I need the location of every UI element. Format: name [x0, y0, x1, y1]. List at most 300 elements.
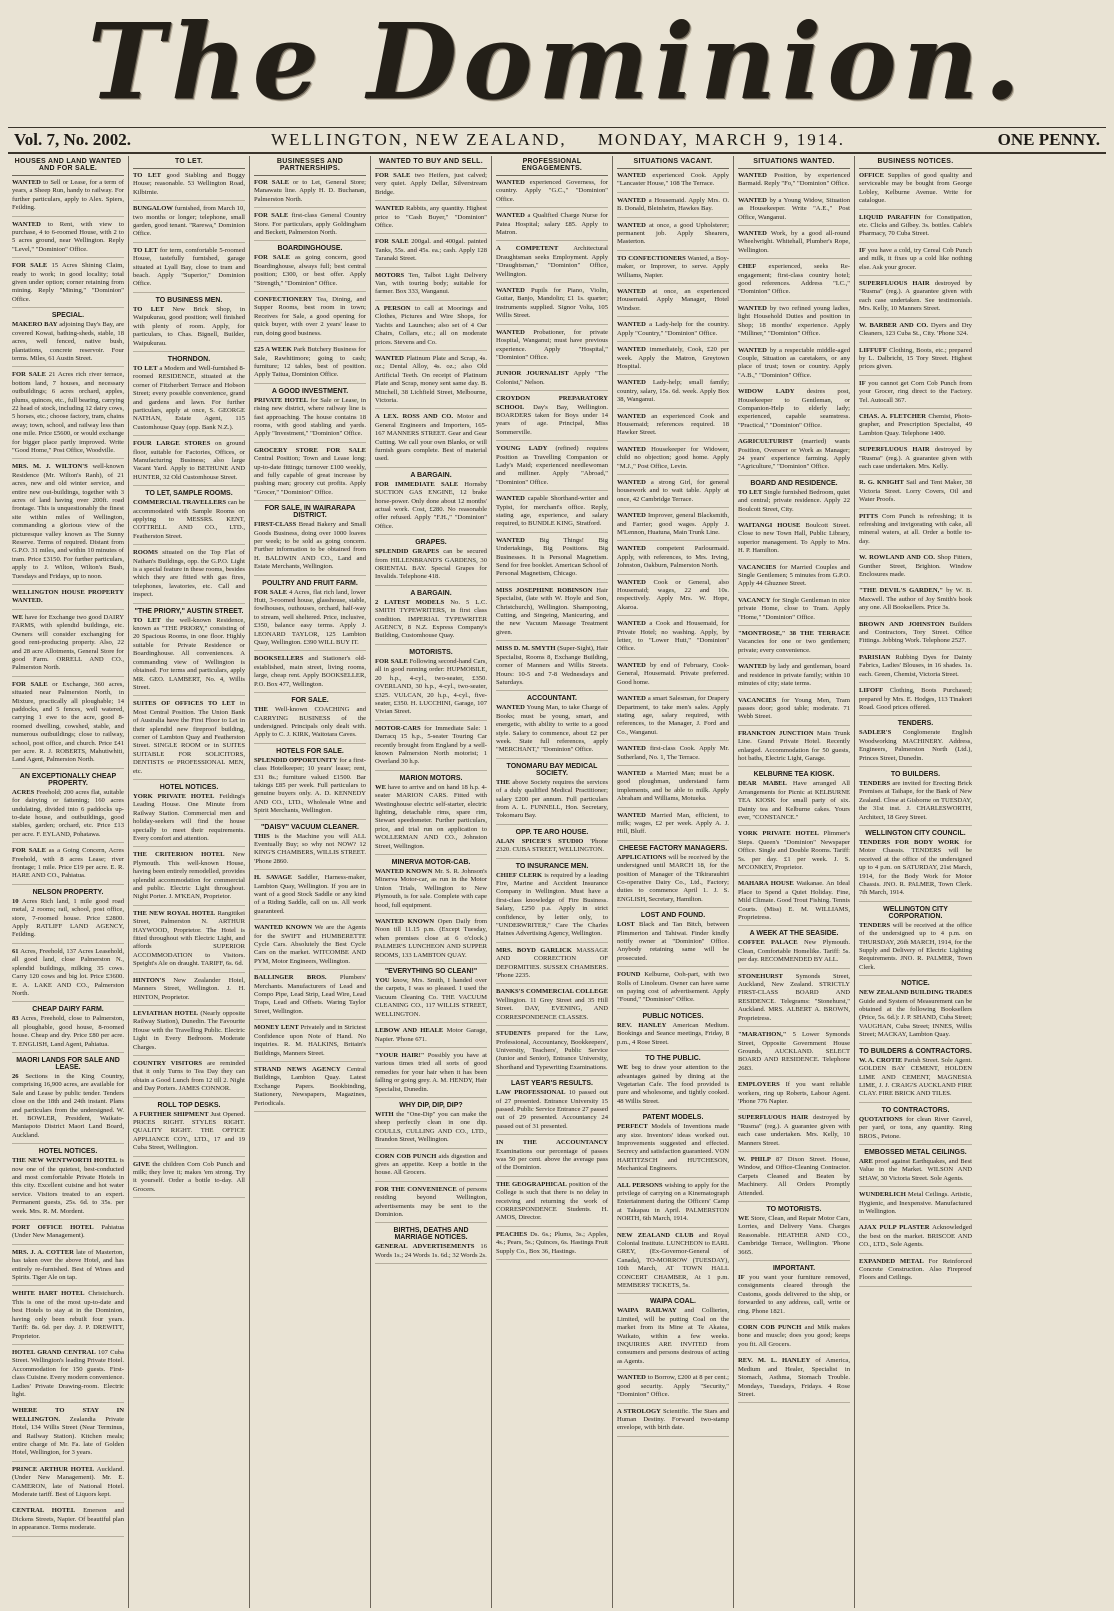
classified-ad	[133, 851, 245, 905]
classified-ad	[496, 179, 608, 208]
ad-text: Central Position; Town and Lease long; up-to-date fittings; turnover £100 weekly, and fully capable of great increase by pushing man; grocery cut profits. Apply "Grocer," "Dominion" Office.	[254, 455, 366, 496]
ad-lead: HINTON'S	[133, 976, 166, 984]
column-heading: WANTED TO BUY AND SELL.	[375, 156, 487, 169]
classified-ad	[254, 1066, 366, 1112]
ad-lead: TO LET	[133, 305, 164, 313]
classified-ad	[254, 974, 366, 1020]
ad-text: Possibly you have at various times tried all sorts of good remedies for your hair when it has been falling or going grey. A. M. HENDY, Hair Specialist, Dunedin.	[375, 1051, 487, 1093]
ad-lead: WANTED	[617, 769, 646, 777]
classified-ad	[375, 658, 487, 721]
classified-ad	[859, 839, 972, 902]
ad-lead: FOR SALE	[12, 680, 48, 688]
ad-text: Emerson and Dickens Streets, Napier. Of beautiful plan in appearance. Terms moderate.	[12, 1507, 124, 1532]
ad-text: desires post, Housekeeper to Gentleman, or Companion-Help to elderly lady; experienced, capable seamstress. "Practical," "Dominion" Office.	[738, 388, 850, 429]
ad-text: Acres Rich land, 1 mile good road metal, 2 rooms; rail, school, post office, store, 7-roomed house. Price £2800. Apply RATLIFF LAND AGENCY, Feilding.	[12, 897, 124, 939]
classified-ad	[738, 305, 850, 343]
ad-lead: YORK PRIVATE HOTEL	[738, 830, 819, 838]
classified-ad	[496, 395, 608, 441]
ad-lead: AGRICULTURIST	[738, 438, 794, 446]
classified-ad	[617, 379, 729, 408]
ad-text: Symonds Street, Auckland, New Zealand. STRICTLY FIRST-CLASS BOARD AND RESIDENCE. Telegrams: "Stonehurst," Auckland. MRS. ALBERT A. BROWN, Proprietress.	[738, 972, 850, 1022]
ad-text: situated on the Top Flat of Nathan's Buildings, opp. the G.P.O. Light is a special feature in these rooms, besides which they are fitted with gas fires, telephones, lavatories, etc. Call and inspect.	[133, 549, 245, 599]
ad-text: 'Phone 2320. CUBA STREET, WELLINGTON.	[496, 837, 608, 854]
ad-lead: IF	[738, 1274, 745, 1282]
ad-text: two Heifers, just calved; very quiet. Apply Dellar, Silverstream Bridge.	[375, 172, 487, 196]
ad-lead: COUNTRY VISITORS	[133, 1059, 203, 1067]
classified-ad	[375, 1243, 487, 1264]
classified-ad	[254, 874, 366, 920]
classified-ad	[375, 868, 487, 914]
ad-text: Young Man, to take Charge of Books; must be young, smart, and energetic, with ability to write to a good style. Salary to commence, about £2 per week. State full references, apply "MERCHANT," "Dominion" Office.	[496, 704, 608, 754]
ad-text: Lady-help; small family; country, salary, 15s. 6d. week. Apply Box 38, Wanganui.	[617, 379, 729, 404]
classified-ad	[617, 812, 729, 841]
classified-ad	[496, 212, 608, 241]
ad-lead: WANTED	[12, 179, 41, 186]
ad-lead: EMPLOYERS	[738, 1081, 780, 1089]
classified-ad	[617, 446, 729, 475]
ad-text: Zealandia Private Hotel, 134 Willis Street (Near Terminus, and Railway Station). Kitchen meals; entire charge of Mr. Fa. late of Golden Hotel, Wellington, for 3 years.	[12, 1415, 124, 1457]
ad-text: For Reinforced Concrete Construction. Also Fireproof Floors and Ceilings.	[859, 1257, 972, 1282]
ad-text: to Rent, with view to purchase, 4 to 6-roomed House, with 2 to 5 acres ground, near Wellington. Reply "Level," "Dominion" Office.	[12, 220, 124, 253]
ad-lead: WANTED	[375, 354, 404, 362]
ad-text: capable Shorthand-writer and Typist, for merchant's office. Reply, stating age, experience, and salary required, to BUNDLE KING, Stratford.	[496, 495, 608, 528]
ad-text: New Plymouth. This well-known House, having been entirely remodelled, provides splendid accommodation for commercial and public. Electric Light throughout. Night Porter. J. M'KEAN, Proprietor.	[133, 851, 246, 901]
ad-lead: WANTED	[617, 288, 646, 296]
classified-ad	[859, 922, 972, 976]
ad-lead: WE	[375, 783, 386, 791]
section-heading: LAST YEAR'S RESULTS.	[511, 1080, 593, 1088]
classified-ad	[859, 1258, 972, 1287]
ad-lead: WAIPA RAILWAY	[617, 1307, 677, 1315]
section-heading: HOTEL NOTICES.	[159, 783, 219, 791]
section-heading: ROLL TOP DESKS.	[157, 1101, 221, 1109]
classified-ad	[12, 614, 124, 677]
ad-text: (Super-Sight), Hair Specialist, Rooms 8, Exchange Building, corner of Manners and Willis Streets. Hours: 10-5 and 7-8 Wednesdays and Saturdays.	[496, 645, 609, 686]
ad-text: on ground floor, suitable for Factories, Offices, or Manufacturing Business; also large Vacant Yard. Apply to BETHUNE AND HUNTER, 32 Old Customhouse Street.	[133, 440, 245, 481]
ad-lead: WIDOW LADY	[738, 388, 795, 396]
ad-lead: WANTED	[617, 745, 646, 753]
classified-ad	[617, 1123, 729, 1177]
ad-text: Acknowledged the best on the market. BRISCOE AND CO., LTD., Sole Agents.	[859, 1224, 972, 1249]
ad-text: for clean River Gravel, per yard, or tons, any quantity. Ring BROS., Petone.	[859, 1115, 972, 1140]
ad-lead: SUPERFLUOUS HAIR	[859, 280, 930, 288]
classified-ad	[496, 779, 608, 825]
classified-ad	[496, 947, 608, 985]
ad-text: can be accommodated with Sample Rooms on applying to MESSRS. KENT, COTTRELL AND CO., LTD., Featherston Street.	[133, 499, 245, 540]
ad-lead: REV. HANLEY	[617, 1021, 667, 1029]
ad-text: a Modern and Well-furnished 8-roomed RESIDENCE, situated at the corner of Fitzherbert Terrace and Hobson Street; every possible convenience, grand and gardens and lawn. For further particulars, apply at once, S. GEORGE NATHAN, Estate Agent, 115 Customhouse Quay (opp. Bank N.Z.).	[133, 364, 245, 431]
ad-lead: PRINCE ARTHUR HOTEL	[12, 1465, 95, 1473]
ad-text: for a first-class Hotelkeeper; 10 years' lease; rent, £31 8s.; furniture valued £1500. Bar takings £85 per week. Full particulars to genuine buyers only. A. D. KENNEDY AND CO., LTD., Wholesale Wine and Spirit Merchants, Wellington.	[254, 756, 366, 815]
ad-lead: LEVIATHAN HOTEL	[133, 1009, 199, 1017]
ad-lead: WELLINGTON HOUSE PROPERTY WANTED.	[12, 589, 124, 605]
ad-text: Corn Punch is refreshing; it is refreshing and invigorating with cake, all mineral waters, at all. Order a bottle to-day.	[859, 512, 972, 545]
ad-text: 200gal. and 400gal. painted Tanks, 55s. and 45s. ea.; cash. Apply 128 Taranaki Street.	[375, 238, 488, 263]
classified-ad	[133, 205, 245, 243]
ad-text: Freehold; 200 acres flat, suitable for dairying or fattening; 160 acres undulating, divided into 6 paddocks up-to-date house, and outbuildings, good stables, garden; orchard, etc. Price £13 per acre. F. EYLAND, Pohatawa.	[12, 788, 124, 838]
ad-text: for Immediate Sale: 1 Darracq 15 h.p., 5-seater Touring Car recently brought from England by a well-known Palmerston North motorist; 1 Overland 30 h.p.	[375, 724, 488, 766]
ad-lead: TO CONFECTIONERS	[617, 254, 686, 262]
section-heading: FOR SALE.	[291, 697, 329, 705]
classified-ad	[254, 447, 366, 501]
ad-text: by lady and gentleman, board and residence in private family; within 10 minutes of city; state terms.	[738, 663, 850, 688]
ad-lead: PARISIAN	[859, 653, 891, 661]
ad-text: proof against Earthquakes, and Best Value in the Market. WILSON AND SHAW, 30 Victoria Street. Sole Agents.	[859, 1157, 972, 1182]
ad-lead: H. SAVAGE	[254, 874, 293, 882]
section-heading: A WEEK AT THE SEASIDE.	[749, 930, 839, 938]
classified-ad	[133, 1060, 245, 1098]
ad-lead: VACANCIES	[738, 696, 777, 704]
column-heading: PROFESSIONAL ENGAGEMENTS.	[496, 156, 608, 176]
ad-lead: LOST	[617, 921, 635, 929]
ad-text: by two refined young ladies, light Household Duties and position in Shop; 18 months' experience. Apply "Milliner," "Dominion" Office.	[738, 304, 850, 338]
ad-text: a Married Man; must be a good ploughman, understand farm implements, and be able to milk. Apply Abraham and Williams, Motueka.	[617, 769, 729, 803]
classified-ad	[496, 495, 608, 533]
classified-ad	[859, 1116, 972, 1145]
ad-text: Day's Bay, Wellington. BOARDERS taken for Boys under 14 years of age. Principal, Miss Sommerville.	[496, 403, 608, 436]
ad-lead: WANTED	[617, 545, 646, 553]
ad-text: at once, a good Upholsterer; permanent job. Apply Shearers, Masterton.	[617, 221, 729, 246]
ad-text: will be received at the office of the undersigned up to 4 p.m. on THURSDAY, 26th MARCH, 1914, for the Supply and Delivery of Electric Lighting Requirements. JNO. R. PALMER, Town Clerk.	[859, 921, 972, 971]
classified-ad	[859, 554, 972, 583]
classified-ad	[12, 789, 124, 843]
ad-text: Plumbers' Merchants. Manufacturers of Lead and Compo Pipe, Lead Strip, Lead Wire, Lead Traps, Lead and Offsets. Waring Taylor Street, Wellington.	[254, 974, 366, 1015]
section-heading: TO BUILDERS & CONTRACTORS.	[859, 1047, 972, 1055]
ad-lead: WANTED	[496, 287, 525, 295]
ad-text: well-known Residence (Mr. Wilton's Ranh), of 21 acres, new and old winter service, and entire new out-buildings, together with 3 acres of land having over 200ft. road frontage. This is unquestionably the finest site within miles of Wellington, commanding a glorious view of the picturesque valley known as The Sunny Reserve. Terms of required. Distant from G.P.O. 31 miles, and within 10 minutes of tram. Price £3150. For further particulars, apply to J. Wilton, Wilton's Bush, Tuesdays and Fridays, up to noon.	[12, 463, 124, 580]
classified-ad	[254, 1024, 366, 1062]
classified-ad	[496, 1139, 608, 1177]
ad-text: the "One-Dip" you can make the sheep perfectly clean in one dip. COULLS, CULLING AND CO., LTD., Brandon Street, Wellington.	[375, 1110, 487, 1144]
section-heading: OPP. TE ARO HOUSE.	[515, 828, 589, 836]
classified-ad	[12, 589, 124, 610]
section-heading: HOTEL NOTICES.	[38, 1148, 98, 1156]
classified-ad	[617, 695, 729, 741]
ad-lead: FRANKTON JUNCTION	[738, 729, 814, 737]
classified-ad	[133, 1161, 245, 1199]
ad-text: is required by a leading Fire, Marine and Accident Insurance Company in Wellington. Must have a first-class knowledge of Fire Business. Salary, £250 p.a. Apply in strict confidence, by letter only, to "UNDERWRITER," Care The Charles Haines Advertising Agency, Wellington.	[496, 871, 608, 938]
ad-text: to call at Moorings and Clothes, Pictures and Wire Shops, for Yachts and Launches; also set of 4 Oar Chairs, Collars, etc.; all on moderate prices. Stevens and Co.	[375, 304, 488, 346]
classified-ad	[375, 355, 487, 409]
ad-lead: WANTED	[617, 512, 646, 520]
column	[855, 156, 976, 1608]
classified-ad	[496, 537, 608, 583]
ad-text: American Medium. Bookings and Seance meetings, Friday, 8 p.m., 4 Rose Street.	[617, 1021, 729, 1046]
section-heading: CHEAP DAIRY FARM.	[32, 1006, 104, 1014]
section-heading: BIRTHS, DEATHS AND MARRIAGE NOTICES.	[393, 1227, 469, 1242]
ad-lead: 2 LATEST MODELS	[375, 598, 445, 606]
ad-text: to Sell or Lease, for a term of years, a Sheep Run, handy to railway. For further particulars, apply to Alex. Spiers, Feilding.	[12, 179, 124, 212]
ad-text: Open Daily from Noon till 11.15 p.m. (Except Tuesday, when premises close at 6 o'clock.) PALMER'S LUNCHEON AND SUPPER ROOMS, 133 LAMBTON QUAY.	[375, 918, 488, 959]
ad-lead: WANTED	[738, 346, 767, 354]
classified-ad	[617, 1374, 729, 1403]
ad-text: wishing to apply for the privilege of carrying on a Kinematograph Entertainment during the Officers' Camp at Takapau in April. PALMERSTON NORTH, 6th March, 1914.	[617, 1181, 729, 1223]
ad-lead: WANTED	[617, 1374, 646, 1382]
ad-text: Guide and System of Measurement can be obtained at the following Booksellers (Price, 5s. 6d.): J. P. SHAND, Cuba Street; VAUGHAN, Cuba Street; INNES, Willis Street; MACKAY, Lambton Quay.	[859, 997, 973, 1039]
column-heading: SITUATIONS WANTED.	[738, 156, 850, 169]
ad-lead: ALL PERSONS	[617, 1181, 663, 1189]
ad-lead: WANTED	[496, 495, 525, 503]
classified-ad	[496, 1231, 608, 1260]
ad-lead: STONEHURST	[738, 972, 783, 980]
classified-ad	[738, 230, 850, 259]
column-heading: SITUATIONS VACANT.	[617, 156, 729, 169]
classified-ad	[254, 589, 366, 652]
classified-ad	[496, 704, 608, 758]
section-heading: "DAISY" VACUUM CLEANER.	[261, 823, 359, 831]
ad-lead: FIRST-CLASS	[254, 521, 297, 529]
ad-lead: SUITES OF OFFICES TO LET	[133, 700, 236, 708]
ad-lead: QUOTATIONS	[859, 1115, 903, 1123]
classified-ad	[133, 499, 245, 545]
ad-text: Supplies of good quality and serviceable may be bought from George Lobley, Kelburne Avenue. Write for catalogue.	[859, 172, 972, 205]
classified-ad	[859, 1158, 972, 1187]
ad-lead: A COMPETENT	[496, 245, 559, 253]
ad-text: Tea, Dining, and Supper Rooms, best room in town; Receives for Sale, a good opening for quick buyer, with over 2 years' lease to run, doing good business.	[254, 296, 367, 337]
classified-ad	[738, 347, 850, 385]
ad-lead: WANTED	[496, 536, 525, 544]
ad-lead: FOR SALE	[375, 657, 408, 665]
ad-lead: THE GEOGRAPHICAL	[496, 1180, 567, 1188]
ad-text: furnished, from March 10, two months or longer; telephone, small garden, good tenant. "Rarewa," Dominion Office.	[133, 205, 245, 238]
ad-lead: A STROLOGY	[617, 1407, 661, 1415]
classified-ad	[859, 214, 972, 243]
classified-ad	[12, 1073, 124, 1144]
ad-text: for term, comfortable 5-roomed House, tastefully furnished, garage situated at Lyall Bay, close to tram and beach. Apply "Superior," Dominion Office.	[133, 246, 246, 288]
classified-ad	[254, 254, 366, 292]
ad-text: to Borrow, £200 at 8 per cent.; good security. Apply "Security," "Dominion" Office.	[617, 1374, 729, 1399]
classified-ad	[496, 329, 608, 367]
ad-text: (Nearly opposite Railway Station), Dunedin. The Favourite House with the Travelling Public. Electric Light in Every Bedroom. Moderate Charges.	[133, 1009, 245, 1051]
ad-text: know, Mrs. Smith, I handed over the carpets, I was so pleased. I used the Vacuum Cleaning Co. THE VACUUM CLEANING CO., 117 WILLIS STREET, WELLINGTON.	[375, 977, 487, 1018]
ad-text: late of Masterton, has taken over the above Hotel, and has entirely re-furnished. Best of Wines and Spirits. Tiger Ale on tap.	[12, 1248, 124, 1282]
ad-lead: LEBOW AND HEALE	[375, 1027, 444, 1035]
section-heading: WAIPA COAL.	[650, 1298, 696, 1306]
ad-text: will be received by the undersigned until MARCH 18, for the position of Manager of the Tikirarauhiri Co-operative Dairy Co., Ltd., Factory; duties to commence April 1. J. S. ENGLISH, Secretary, Hamilton.	[617, 853, 729, 903]
ad-lead: TENDERS FOR BODY WORK	[859, 838, 960, 846]
ad-text: Well-known COACHING and CARRYING BUSINESS of the undersigned. Principals only dealt with. Apply to C. J. KIRK, Waitotara Caves.	[254, 706, 366, 739]
classified-ad	[859, 446, 972, 475]
section-heading: A BARGAIN.	[410, 589, 452, 597]
ad-lead: THE NEW WENTWORTH HOTEL	[12, 1157, 118, 1165]
ad-text: 15 Acres Shining Claim, ready to work; in good locality; total given under option; corner retaining from mining. Reply "Mining," "Dominion" Office.	[12, 262, 125, 303]
ad-lead: WANTED	[496, 179, 525, 186]
ad-text: is now one of the quietest, best-conducted and most comfortable Private Hotels in this city. Excellent cuisine and hot water service. Visitors treated to an expert. Permanent guests, 25s. 6d. to 35s. per week. Mrs. R. M. Mordent.	[12, 1157, 124, 1215]
ad-lead: ACRES	[12, 788, 35, 796]
ad-lead: FOR SALE	[254, 254, 291, 262]
column	[734, 156, 855, 1608]
classified-ad	[496, 445, 608, 491]
section-heading: TO LET, SAMPLE ROOMS.	[145, 490, 233, 498]
ad-text: experienced, seeks Re-engagement; first-class country hotel; good references. Address "I.C.," "Dominion" Office.	[738, 263, 850, 296]
ad-text: Black and Tan Bitch, between Plimmerton and Tahiwai. Finder kindly notify owner at "Dominion" Office. Anybody retaining same will be prosecuted.	[617, 921, 729, 962]
ad-text: a strong Girl, for general housework and to wait table. Apply at once, 42 Cambridge Terrace.	[617, 478, 729, 503]
ad-lead: ALAN SPICER'S STUDIO	[496, 837, 584, 845]
ad-lead: WANTED	[738, 172, 767, 179]
ad-lead: WE	[12, 613, 23, 621]
classified-ad	[12, 1290, 124, 1344]
ad-lead: THIS	[254, 832, 270, 840]
ad-lead: PITTS	[859, 512, 879, 520]
ad-lead: WANTED	[738, 304, 767, 312]
ad-text: 107 Cuba Street. Wellington's leading Private Hotel. Accommodation for 150 guests. First-class Cuisine. Every modern convenience. Ladies' Private Drawing-room. Electric light.	[12, 1348, 124, 1398]
section-heading: A BARGAIN.	[410, 471, 452, 479]
classified-ad	[859, 280, 972, 318]
classified-ad	[375, 1111, 487, 1149]
classified-ad	[254, 706, 366, 744]
ad-text: Vacancies for one or two gentlemen; private; every convenience.	[738, 638, 850, 654]
ad-text: Clothing, Boots Purchased; prepared by Mrs. E. Hodges, 113 Tinakori Road. Good prices offered.	[859, 687, 972, 711]
ad-lead: MISS JOSEPHINE ROBINSON	[496, 586, 593, 594]
ad-text: Single furnished Bedroom, quiet and central; private residence. Apply 22 Boulcott Street, City.	[738, 488, 851, 513]
ad-text: and Collieries, Limited, will be putting Coal on the market from its Mine at Te Akatea, Waikato, within a few weeks. INQUIRIES ARE INVITED from consumers and persons desirous of acting as Agents.	[617, 1307, 729, 1365]
classified-ad	[617, 321, 729, 342]
section-heading: MAORI LANDS FOR SALE AND LEASE.	[16, 1056, 120, 1071]
classified-ad	[738, 597, 850, 626]
classified-ad	[738, 1215, 850, 1261]
volume-number: Vol. 7, No. 2002.	[14, 130, 131, 149]
classified-ad	[738, 1031, 850, 1077]
classified-ad	[133, 306, 245, 352]
ad-lead: 83	[12, 1015, 19, 1023]
classified-ad	[133, 910, 245, 973]
ad-lead: FOR SALE	[254, 588, 288, 596]
classified-ad	[12, 221, 124, 259]
columns	[8, 156, 1106, 1608]
ad-lead: GIVE	[133, 1160, 150, 1168]
ad-lead: MOTORS	[375, 271, 405, 279]
ad-text: first-class Cook. Apply Mr. Sutherland, No. 1, The Terrace.	[617, 745, 729, 761]
ad-lead: W. A. CROTIE	[859, 1056, 903, 1064]
ad-text: or to Let, General Store; Manawatu line. Apply H. D. Buchanan, Palmerston North.	[254, 179, 366, 203]
column	[8, 156, 129, 1608]
section-heading: TO BUILDERS.	[890, 770, 941, 778]
ad-text: Feilding's Leading House. One Minute from Railway Station. Commercial men and holiday-seekers will find the house specially to meet their requirements. Every comfort and attention.	[133, 792, 245, 842]
ad-text: and Milk makes bone and muscle; does you good; keeps you fit. All Grocers.	[738, 1324, 850, 1348]
ad-text: Pahiatua (Under New Management).	[12, 1224, 124, 1240]
classified-ad	[12, 1466, 124, 1504]
ad-lead: AJAX PULP PLASTER	[859, 1224, 930, 1232]
ad-lead: WE	[738, 1215, 749, 1222]
ad-text: Auckland. (Under New Management). Mr. E. CAMERON, late of National Hotel. Moderate tariff. Best of Liquors kept.	[12, 1465, 124, 1498]
classified-ad	[496, 988, 608, 1026]
classified-ad	[859, 1057, 972, 1103]
ad-text: Examinations our percentage of passes was 50 per cent. above the average pass of the Dominion.	[496, 1147, 608, 1172]
classified-ad	[859, 172, 972, 210]
classified-ad	[133, 793, 245, 847]
ad-text: Clothing, Boots, etc.; prepared by L. Dalbricht, 15 Tory Street. Highest prices given.	[859, 346, 972, 371]
ad-lead: THE	[496, 778, 510, 786]
section-heading: A GOOD INVESTMENT.	[271, 387, 349, 395]
ad-lead: YOUNG LADY	[496, 445, 548, 453]
classified-ad	[738, 730, 850, 768]
classified-ad	[496, 1089, 608, 1135]
ad-lead: FOUND	[617, 971, 641, 979]
ad-lead: YOU	[375, 977, 390, 985]
ad-text: Store, Clean, and Repair Motor Cars, Lorries, and Delivery Vans. Charges Reasonable. HEATHER AND CO., Cambridge Terrace, Wellington. 'Phone 3665.	[738, 1215, 851, 1256]
classified-ad	[859, 729, 972, 767]
classified-ad	[12, 371, 124, 459]
ad-text: have for Exchange two good DAIRY FARMS, with splendid buildings, etc. Owners will consider exchanging for good rent-producing property. Also, 22 and 28 acre Allotments, General Store for good Farm. ORRELL AND CO., Palmerston North.	[12, 613, 125, 672]
ad-lead: 10	[12, 897, 19, 905]
ad-lead: SPLENDID OPPORTUNITY	[254, 756, 338, 764]
ad-lead: GENERAL ADVERTISEMENTS	[375, 1243, 475, 1251]
column-heading: HOUSES AND LAND WANTED AND FOR SALE.	[12, 156, 124, 176]
section-heading: PATENT MODELS.	[642, 1114, 704, 1122]
ad-text: New Brick Shop, in Waipukurau, good position; well finished with plenty of room. Apply, for particulars, to Chas. Bignell, Builder, Waipukurau.	[133, 305, 245, 347]
ad-lead: WANTED	[617, 412, 646, 420]
ad-lead: FOR SALE	[375, 238, 409, 246]
ad-text: Privately and in Strictest Confidence upon Note of Hand. No inquiries. R. M. HALKINS, Britain's Buildings, Manners Street.	[254, 1024, 367, 1057]
classified-ad	[738, 263, 850, 301]
ad-lead: BUNGALOW	[133, 205, 173, 213]
ad-lead: WAITANGI HOUSE	[738, 522, 801, 529]
ad-text: and Royal Colonial Institute. LUNCHEON to EARL GREY, (Ex-Governor-General of Canada), TO-MORROW (TUESDAY), 10th March, AT TOWN HALL CONCERT CHAMBER, At 1 p.m. MEMBERS' TICKETS, 5s.	[617, 1231, 729, 1290]
ad-lead: LIQUID PARAFFIN	[859, 213, 921, 221]
ad-lead: WANTED	[617, 379, 646, 387]
ad-lead: PRIVATE HOTEL	[254, 396, 309, 404]
ad-text: Wanted, a Boy-maker, or Improver, to serve. Apply Williams, Napier.	[617, 254, 730, 279]
ad-text: in Most Central Position. The Union Bank of Australia have the First Floor to Let in their splendid new fireproof building, corner of Lambton Quay and Featherston Street. SINGLE ROOM or in SUITES SUITABLE FOR SOLICITORS, DENTISTS or PROFESSIONAL MEN, etc.	[133, 700, 245, 775]
classified-ad	[738, 973, 850, 1027]
ad-lead: GROCERY STORE FOR SALE	[254, 446, 366, 454]
price: ONE PENNY.	[997, 130, 1100, 149]
ad-lead: FOR SALE	[254, 179, 290, 186]
ad-text: Acres, Freehold, close to Palmerston, all ploughable, good house, 8-roomed house. Cheap and dry. Price £80 per acre. T. ENGLISH, Land Agent, Pahiatua.	[12, 1015, 124, 1048]
ad-lead: WE	[617, 1064, 628, 1072]
classified-ad	[254, 296, 366, 342]
place-and-date	[218, 128, 898, 152]
ad-text: for Sale or Lease, in rising new district, where railway line is fast approaching. The house contains 18 rooms, with good stabling and yards. Apply "Investment," "Dominion" Office.	[254, 396, 367, 438]
section-heading: TO INSURANCE MEN.	[515, 862, 589, 870]
ad-lead: TO LET	[133, 172, 162, 179]
ad-text: We are the Agents for the SWIFT and HUMBERETTE Cycle Cars. Absolutely the Best Cycle Cars on the market. WITCOMBE AND PYM, Motor Engineers, Wellington.	[254, 924, 367, 965]
classified-ad	[133, 440, 245, 486]
ad-text: Hair Specialist, (late with W. Hoyle and Son, Christchurch), Wellington. Shampooing, Cutting, and Singeing, Manicuring, and the new Vacuum Massage Treatment given.	[496, 586, 608, 636]
section-heading: WELLINGTON CITY CORPORATION.	[883, 905, 948, 920]
classified-ad	[496, 838, 608, 859]
section-heading: WHY DIP, DIP, DIP?	[399, 1101, 463, 1109]
ad-text: Just Opened. PRICES RIGHT. STYLES RIGHT. QUALITY RIGHT. THE OFFICE APPLIANCE COY., LTD., 17 and 19 Cuba Street, Wellington.	[133, 1110, 245, 1152]
section-heading: WELLINGTON CITY COUNCIL.	[865, 829, 966, 837]
ad-lead: WANTED	[617, 695, 646, 703]
classified-ad	[375, 725, 487, 771]
ad-text: good Stabling and Buggy House; reasonable. 53 Wellington Road, Kilbirnie.	[133, 172, 245, 196]
ad-lead: IN THE ACCOUNTANCY	[496, 1139, 608, 1147]
classified-ad	[859, 989, 972, 1043]
classified-ad	[496, 245, 608, 283]
ad-lead: THE CRITERION HOTEL	[133, 851, 225, 859]
ad-text: of America, Medium and Healer, Specialist in Stomach, Asthma, Stomach Trouble. Mondays, Tuesdays, Fridays. 4 Rose Street.	[738, 1357, 850, 1398]
ad-text: Rubbing Dyes for Dainty Fabrics, Ladies' Blouses, in 16 shades. 1s. each. Green, Chemist, Victoria Street.	[859, 653, 972, 678]
classified-ad	[859, 780, 972, 826]
ad-text: Motor and General Engineers and Importers, 165-167 MANNERS STREET. Gear and Gear Cutting. We call your own Blanks, or will furnish gears complete. Best of material used.	[375, 413, 487, 463]
ad-text: is the Machine you will ALL Eventually Buy; so why not NOW? 12 KING'S CHAMBERS, WILLIS STREET. 'Phone 2860.	[254, 832, 366, 865]
classified-ad	[738, 939, 850, 968]
ad-text: an experienced Cook and Housemaid; references required. 18 Hawker Street.	[617, 412, 729, 437]
ad-text: by end of February, Cook-General, Housemaid. Private preferred. Good home.	[617, 661, 729, 686]
classified-ad	[12, 898, 124, 944]
ad-lead: MRS. M. J. WILTON'S	[12, 463, 88, 471]
classified-ad	[496, 872, 608, 943]
classified-ad	[859, 1191, 972, 1220]
ad-text: Rabbits, any quantity. Highest price to "Cash Buyer," "Dominion" Office.	[375, 205, 487, 230]
ad-text: you want your furniture removed, consignments cleared through the Customs, goods delivered to the ship, or forwarded to any address, call, write or ring. Phone 1821.	[738, 1274, 850, 1315]
ad-text: Christchurch. This is one of the most up-to-date and best Hotels to stay at in the Dominion, having only been rebuilt four years. Tariff: 8s. 6d. per day. J. P. DREWITT, Proprietor.	[12, 1290, 124, 1340]
classified-ad	[12, 1157, 124, 1220]
ad-lead: WANTED	[617, 811, 646, 819]
classified-ad	[12, 1349, 124, 1403]
